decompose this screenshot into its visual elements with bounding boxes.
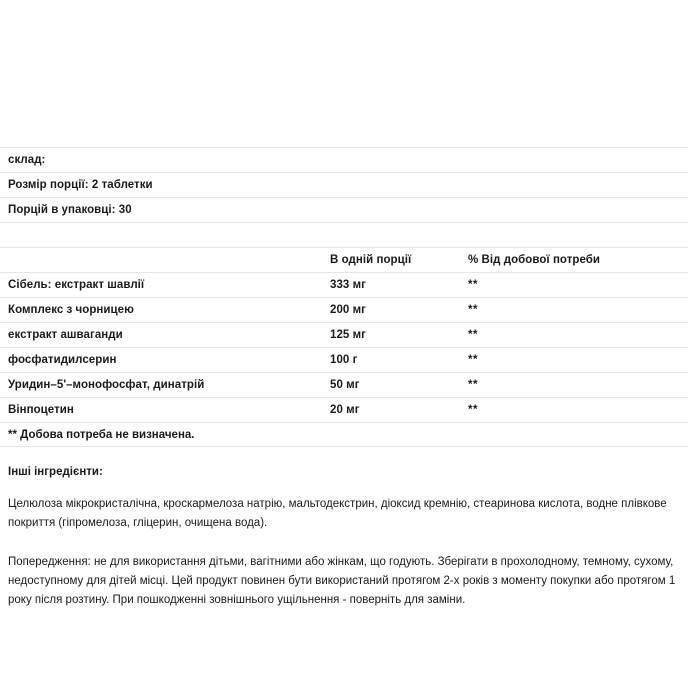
serving-size-label: Розмір порції: 2 таблетки [8, 179, 153, 191]
ingredient-name: фосфатидилсерин [8, 354, 117, 366]
body-content [0, 465, 688, 610]
serving-size-row [0, 172, 688, 197]
ingredient-name: Комплекс з чорницею [8, 304, 134, 316]
ingredient-amount: 100 г [330, 354, 358, 366]
daily-value-footnote: ** Добова потреба не визначена. [8, 428, 195, 441]
facts-title: склад: [8, 154, 46, 166]
other-ingredients-heading: Інші інгредієнти: [8, 466, 103, 478]
daily-value-footnote-row [0, 422, 688, 447]
table-row [0, 297, 688, 322]
ingredient-amount: 125 мг [330, 329, 366, 341]
facts-column-header-row [0, 247, 688, 272]
column-header-amount: В одній порції [330, 254, 412, 266]
ingredient-daily-value: ** [468, 354, 478, 366]
top-spacer [0, 0, 688, 147]
table-row [0, 397, 688, 422]
ingredient-name: Вінпоцетин [8, 404, 74, 416]
ingredient-daily-value: ** [468, 404, 478, 416]
servings-per-container-label: Порцій в упаковці: 30 [8, 204, 132, 216]
other-ingredients-text: Целюлоза мікрокристалічна, кроскармелоза натрію, мальтодекстрин, діоксид кремнію, стеаринова кислота, водне плівкове покриття (гіпромелоза, гліцерин, очищена вода). [8, 498, 667, 529]
table-row [0, 347, 688, 372]
ingredient-name: Уридин–5'–монофосфат, динатрій [8, 379, 205, 391]
ingredient-name: Сібель: екстракт шавлії [8, 279, 145, 291]
table-row [0, 272, 688, 297]
table-row [0, 372, 688, 397]
facts-spacer-row [0, 222, 688, 247]
warning-text: Попередження: не для використання дітьми, вагітними або жінкам, що годують. Зберігати в прохолодному, темному, сухому, недоступному для дітей місці. Цей продукт повинен бути використаний протягом 2-х років з моменту покупки або протягом 1 року після розтину. При пошкодженні зовнішнього ущільнення - поверніть для заміни. [8, 556, 676, 606]
ingredient-amount: 20 мг [330, 404, 360, 416]
ingredient-amount: 333 мг [330, 279, 366, 291]
ingredient-daily-value: ** [468, 304, 478, 316]
column-header-daily-value: % Від добової потреби [468, 254, 601, 266]
ingredient-daily-value: ** [468, 279, 478, 291]
facts-title-row [0, 147, 688, 172]
ingredient-daily-value: ** [468, 379, 478, 391]
ingredient-daily-value: ** [468, 329, 478, 341]
servings-per-container-row [0, 197, 688, 222]
ingredient-amount: 200 мг [330, 304, 366, 316]
supplement-facts-panel [0, 147, 688, 447]
ingredient-amount: 50 мг [330, 379, 360, 391]
ingredient-name: екстракт ашваганди [8, 329, 123, 341]
table-row [0, 322, 688, 347]
